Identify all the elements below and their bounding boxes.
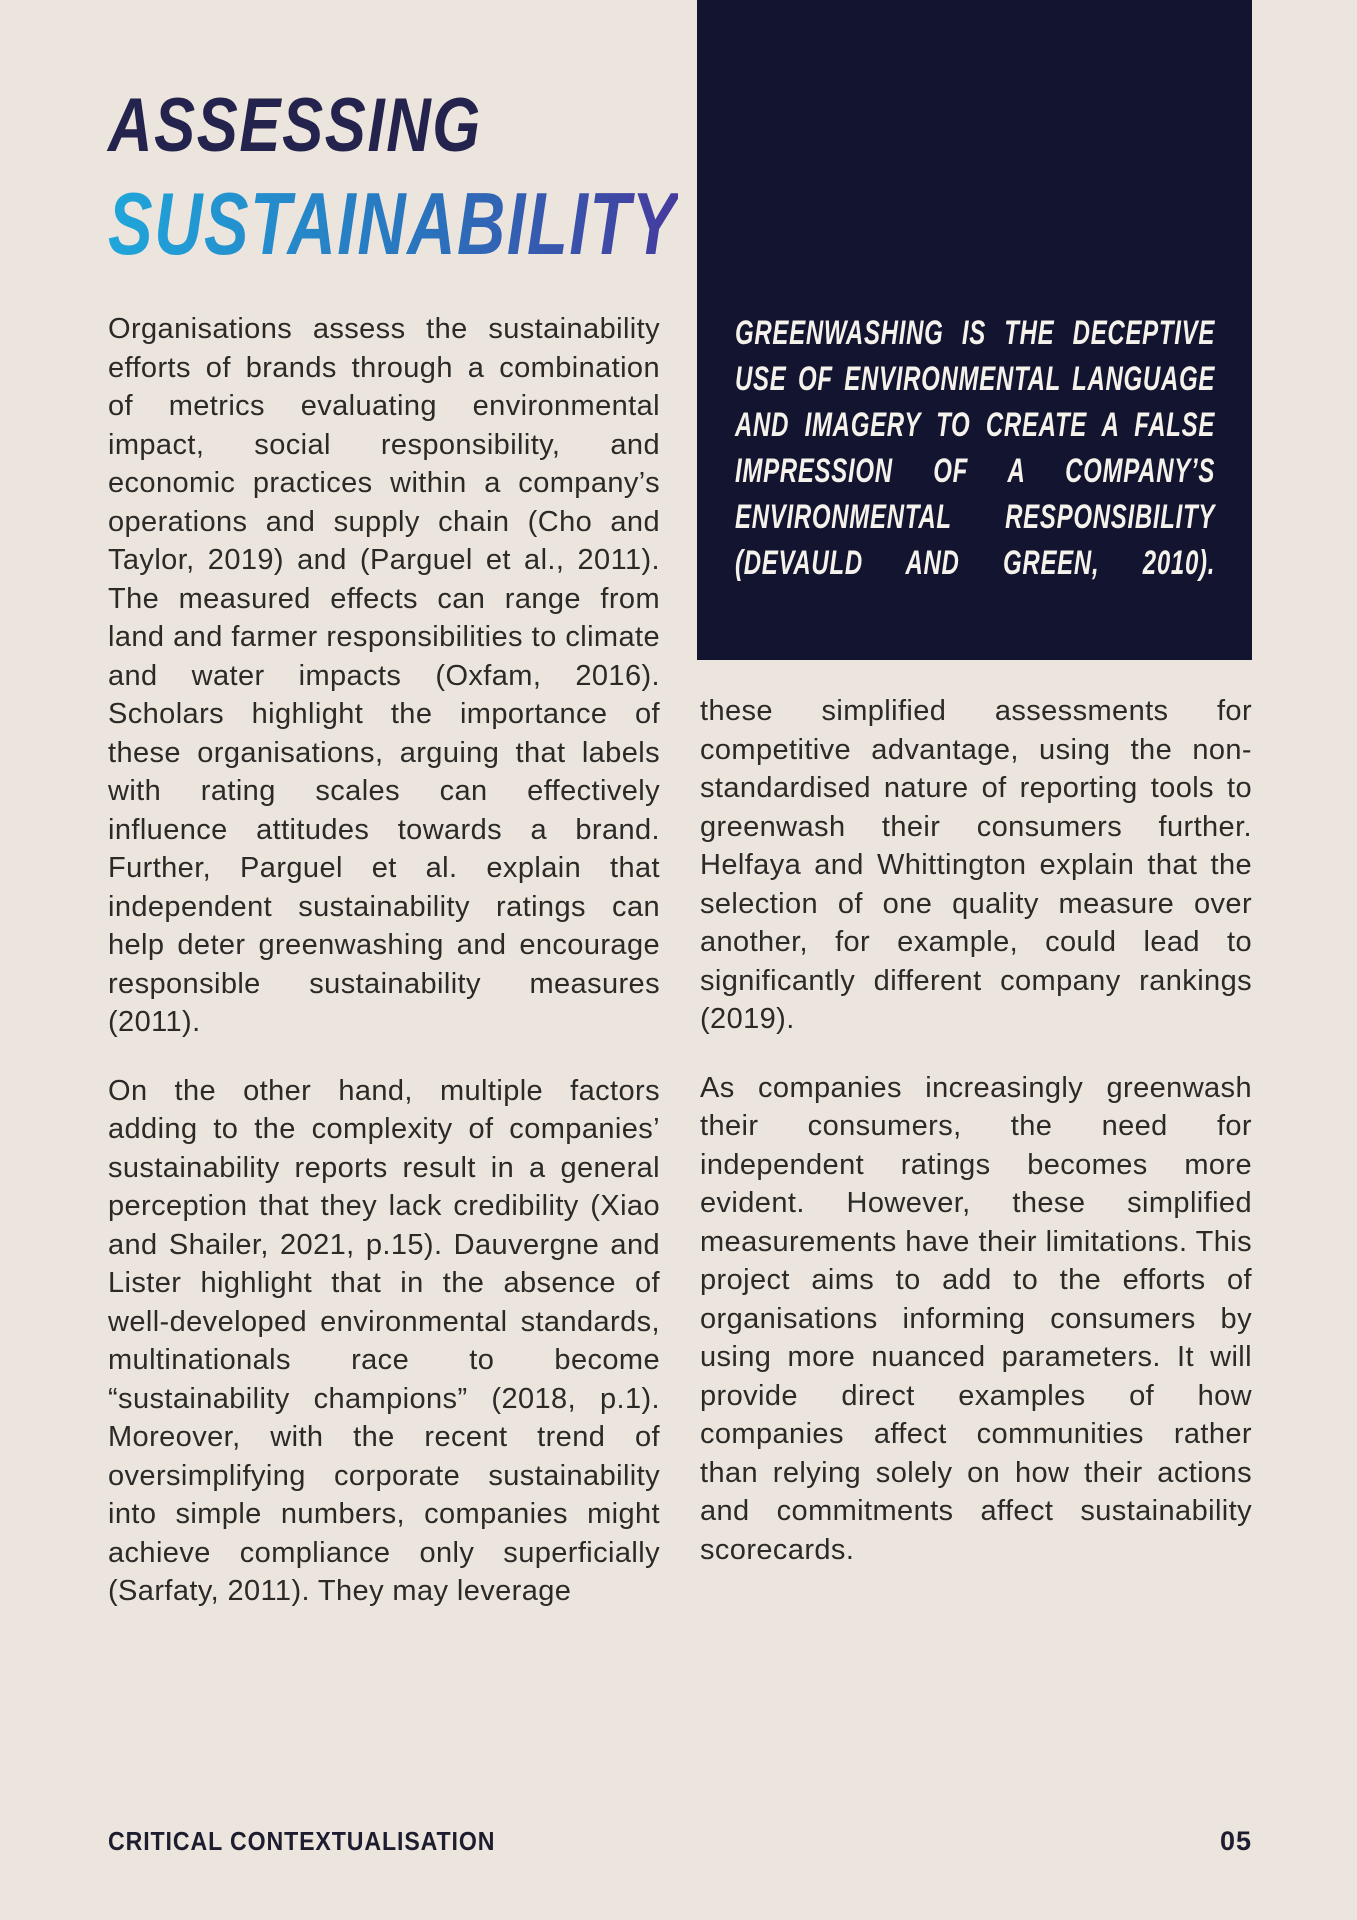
quote-line: ENVIRONMENTAL RESPONSIBILITY [735,498,1216,536]
quote-line: AND IMAGERY TO CREATE A FALSE [735,406,1216,444]
body-paragraph: Organisations assess the sustainability efforts of brands through a combination of metrics evaluating environmental impact, social responsibility, and economic practices within a company’s operations and supply chain (Cho and Taylor, 2019) and (Parguel et al., 2011). The measured effects can range from land and farmer responsibilities to climate and water impacts (Oxfam, 2016). Scholars highlight the importance of these organisations, arguing that labels with rating scales can effectively influence attitudes towards a brand. Further, Parguel et al. explain that independent sustainability ratings can help deter greenwashing and encourage responsible sustainability measures (2011). [108,313,660,1038]
left-column [108,310,660,1641]
page-title-line-1: ASSESSING [108,83,482,168]
body-paragraph: On the other hand, multiple factors adding to the complexity of companies’ sustainability reports result in a general perception that they lack credibility (Xiao and Shailer, 2021, p.15). Dauvergne and Lister highlight that in the absence of well-developed environmental standards, multinationals race to become “sustainability champions” (2018, p.1). Moreover, with the recent trend of oversimplifying corporate sustainability into simple numbers, companies might achieve compliance only superficially (Sarfaty, 2011). They may leverage [108,1074,660,1607]
quote-line: GREENWASHING IS THE DECEPTIVE [735,314,1216,352]
page-footer [108,1826,1252,1857]
footer-section-label: CRITICAL CONTEXTUALISATION [108,1826,496,1856]
quote-line: IMPRESSION OF A COMPANY’S [735,452,1216,490]
quote-line: USE OF ENVIRONMENTAL LANGUAGE [735,360,1216,398]
quote-box [697,0,1252,660]
page-number: 05 [1219,1826,1252,1856]
body-paragraph: As companies increasingly greenwash their consumers, the need for independent ratings becomes more evident. However, these simplified measurements have their limitations. This project aims to add to the efforts of organisations informing consumers by using more nuanced parameters. It will provide direct examples of how companies affect communities rather than relying solely on how their actions and commitments affect sustainability scorecards. [700,1071,1252,1566]
quote-text [735,310,1215,586]
page-title-line-2: SUSTAINABILITY [108,174,678,273]
right-column [700,692,1252,1599]
body-paragraph: these simplified assessments for competitive advantage, using the non-standardised nature of reporting tools to greenwash their consumers further. Helfaya and Whittington explain that the selection of one quality measure over another, for example, could lead to significantly different company rankings (2019). [700,695,1252,1035]
quote-line: (DEVAULD AND GREEN, 2010). [735,544,1216,582]
